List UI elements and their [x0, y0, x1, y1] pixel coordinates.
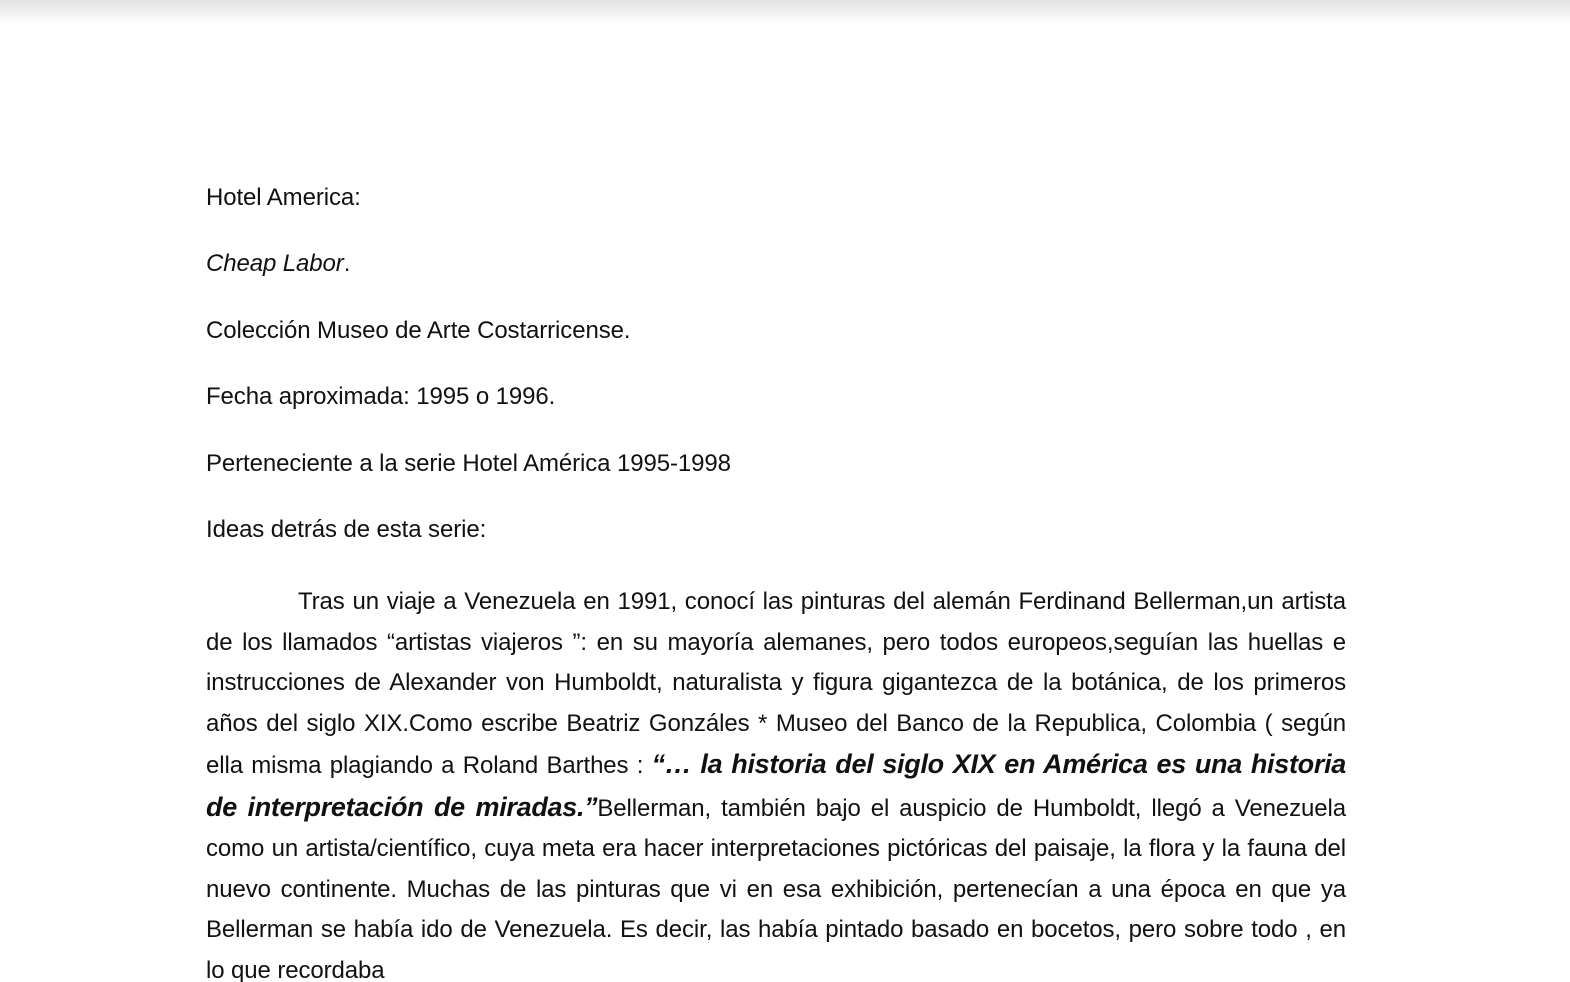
barthes-quote: “… la historia del siglo XIX en América es una historia de interpretación de miradas.”: [206, 749, 1346, 822]
work-title-suffix: .: [343, 250, 351, 278]
page-content: [206, 184, 1356, 982]
work-title-line: [206, 250, 1356, 316]
document-page: [0, 24, 1570, 982]
ideas-line: Ideas detrás de esta serie:: [206, 515, 487, 543]
body-paragraph: [206, 582, 1346, 982]
date-line: Fecha aproximada: 1995 o 1996.: [206, 383, 556, 411]
toolbar-shadow: [0, 0, 1570, 24]
series-line: Perteneciente a la serie Hotel América 1995-1998: [206, 449, 731, 477]
work-title: Cheap Labor: [206, 250, 344, 278]
collection-line: Colección Museo de Arte Costarricense.: [206, 316, 631, 344]
paragraph-text-2: Bellerman, también bajo el auspicio de Humboldt, llegó a Venezuela como un artista/científico, cuya meta era hacer interpretaciones pictóricas del paisaje, la flora y la fauna del nuevo continente. Muchas de las pinturas que vi en esa exhibición, pertenecían a una época en que ya Bellerman se había ido de Venezuela. Es decir, las había pintado basado en bocetos, pero sobre todo , en lo que recordaba: [206, 794, 1346, 982]
paragraph-text-1: Tras un viaje a Venezuela en 1991, conocí las pinturas del alemán Ferdinand Bellerman,un artista de los llamados “artistas viajeros ”: en su mayoría alemanes, pero todos europeos,seguían las huellas e instrucciones de Alexander von Humboldt, naturalista y figura gigantezca de la botánica, de los primeros años del siglo XIX.Como escribe Beatriz Gonzáles * Museo del Banco de la Republica, Colombia ( según ella misma plagiando a Roland Barthes :: [206, 588, 1346, 780]
title-line: Hotel America:: [206, 184, 361, 211]
